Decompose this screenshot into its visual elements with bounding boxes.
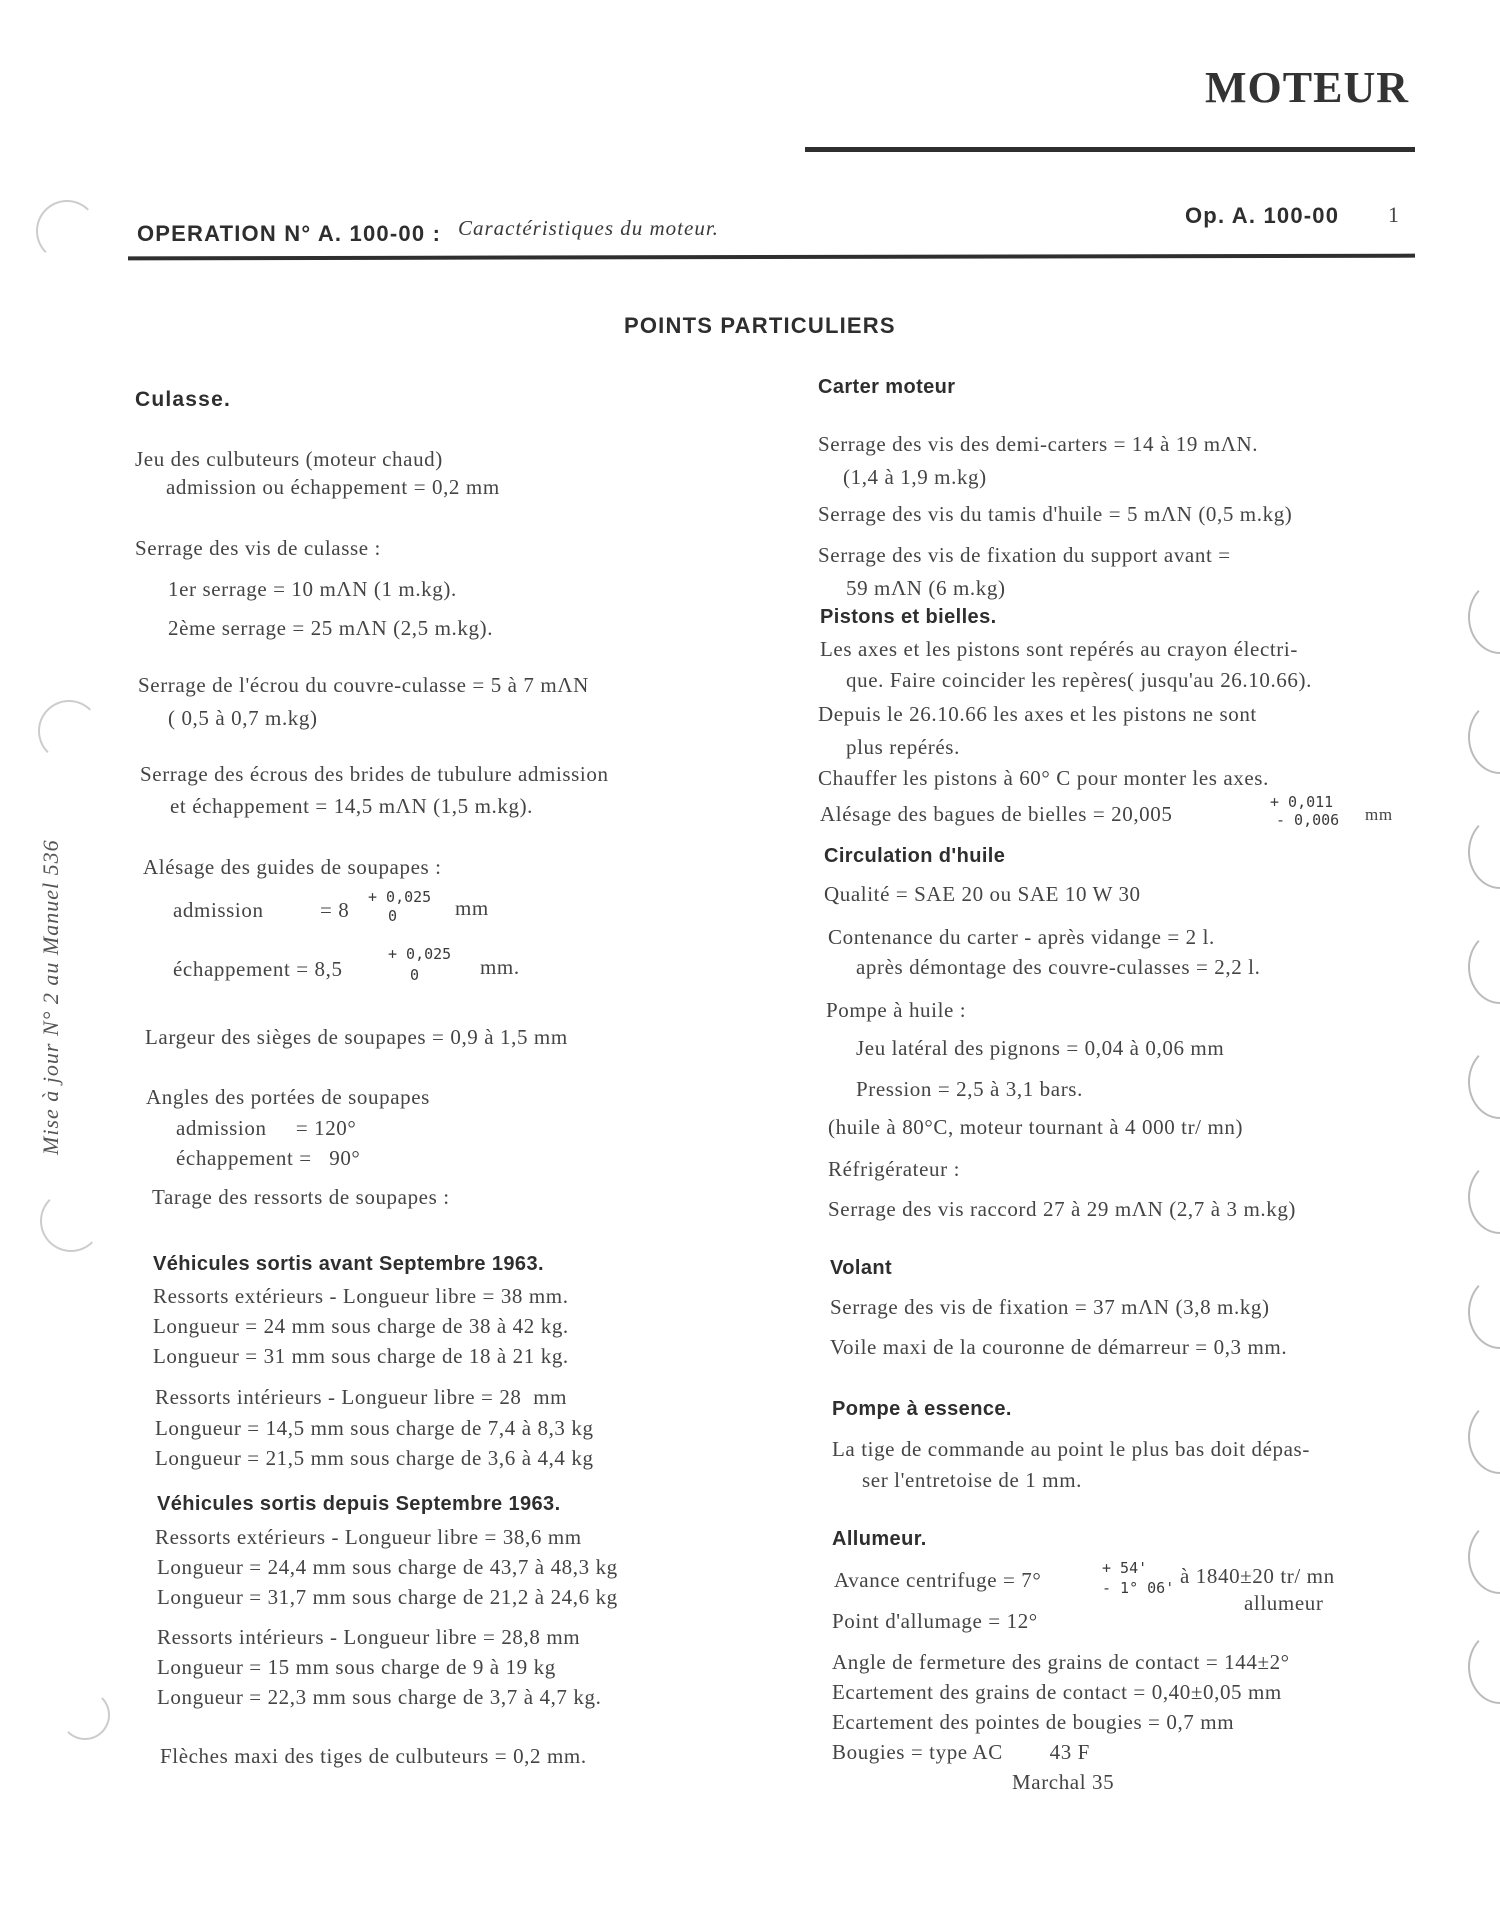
text-line: 1er serrage = 10 mΛN (1 m.kg).: [168, 577, 457, 601]
tolerance-minus: - 1° 06': [1102, 1579, 1175, 1597]
text-line: admission: [173, 898, 264, 922]
text-line: Serrage des vis du tamis d'huile = 5 mΛN (0,5 m.kg): [818, 502, 1293, 526]
text-line: Longueur = 31,7 mm sous charge de 21,2 à 24,6 kg: [157, 1585, 618, 1609]
text-line: Serrage des vis des demi-carters = 14 à 19 mΛN.: [818, 432, 1259, 456]
text-line: à 1840±20 tr/ mn: [1180, 1564, 1335, 1588]
text-line: Contenance du carter - après vidange = 2 l.: [828, 925, 1215, 949]
text-line: allumeur: [1244, 1591, 1324, 1615]
binder-ring-mark: [1468, 1630, 1500, 1704]
text-line: ser l'entretoise de 1 mm.: [862, 1468, 1082, 1492]
text-line: Chauffer les pistons à 60° C pour monter les axes.: [818, 766, 1269, 790]
text-line: Serrage des vis de culasse :: [135, 536, 381, 560]
text-line: Ecartement des pointes de bougies = 0,7 mm: [832, 1710, 1235, 1734]
heading-culasse: Culasse.: [135, 388, 231, 411]
text-line: Serrage des vis de fixation du support avant =: [818, 543, 1231, 567]
text-line: et échappement = 14,5 mΛN (1,5 m.kg).: [170, 794, 534, 818]
heading-avant-1963: Véhicules sortis avant Septembre 1963.: [153, 1253, 544, 1275]
text-line: Alésage des bagues de bielles = 20,005: [820, 802, 1173, 826]
heading-volant: Volant: [830, 1257, 893, 1279]
binder-ring-mark: [1468, 815, 1500, 889]
text-line: échappement = 8,5: [173, 957, 343, 981]
text-line: La tige de commande au point le plus bas doit dépas-: [832, 1437, 1310, 1461]
operation-subtitle: Caractéristiques du moteur.: [458, 216, 719, 240]
text-line: Largeur des sièges de soupapes = 0,9 à 1,5 mm: [145, 1025, 568, 1049]
text-line: admission = 120°: [176, 1116, 357, 1140]
punch-hole-mark: [60, 1690, 110, 1740]
tolerance-plus: + 0,025: [388, 945, 452, 963]
text-line: Point d'allumage = 12°: [832, 1609, 1038, 1633]
text-line: admission ou échappement = 0,2 mm: [166, 475, 500, 499]
heading-pistons-bielles: Pistons et bielles.: [820, 606, 997, 628]
text-line: Longueur = 22,3 mm sous charge de 3,7 à 4,7 kg.: [157, 1685, 602, 1709]
text-line: Angles des portées de soupapes: [146, 1085, 430, 1109]
text-line: Ecartement des grains de contact = 0,40±0,05 mm: [832, 1680, 1282, 1704]
header-rule: [128, 254, 1415, 261]
binder-ring-mark: [1468, 1160, 1500, 1234]
text-line: Longueur = 24,4 mm sous charge de 43,7 à 48,3 kg: [157, 1555, 618, 1579]
text-line: 59 mΛN (6 m.kg): [846, 576, 1006, 600]
text-line: échappement = 90°: [176, 1146, 361, 1170]
binder-ring-mark: [1468, 580, 1500, 654]
text-line: que. Faire coincider les repères( jusqu'au 26.10.66).: [846, 668, 1312, 692]
text-line: Jeu latéral des pignons = 0,04 à 0,06 mm: [856, 1036, 1225, 1060]
text-line: Avance centrifuge = 7°: [834, 1568, 1042, 1592]
unit: mm.: [480, 955, 520, 979]
punch-hole-mark: [38, 700, 100, 762]
section-title: POINTS PARTICULIERS: [624, 313, 896, 338]
text-line: Angle de fermeture des grains de contact = 144±2°: [832, 1650, 1290, 1674]
text-line: 2ème serrage = 25 mΛN (2,5 m.kg).: [168, 616, 494, 640]
text-line: ( 0,5 à 0,7 m.kg): [168, 706, 318, 730]
text-line: Tarage des ressorts de soupapes :: [152, 1185, 450, 1209]
binder-ring-mark: [1468, 930, 1500, 1004]
text-line: Ressorts intérieurs - Longueur libre = 28,8 mm: [157, 1625, 581, 1649]
text-line: Réfrigérateur :: [828, 1157, 961, 1181]
heading-circulation-huile: Circulation d'huile: [824, 845, 1006, 867]
text-line: après démontage des couvre-culasses = 2,2 l.: [856, 955, 1261, 979]
text-line: Serrage des vis de fixation = 37 mΛN (3,8 m.kg): [830, 1295, 1270, 1319]
operation-label: OPERATION N° A. 100-00 :: [137, 221, 442, 246]
unit: mm: [455, 896, 489, 920]
text-line: Longueur = 14,5 mm sous charge de 7,4 à 8,3 kg: [155, 1416, 594, 1440]
page-number: 1: [1388, 202, 1400, 227]
binder-ring-mark: [1468, 1400, 1500, 1474]
text-line: Pression = 2,5 à 3,1 bars.: [856, 1077, 1083, 1101]
text-line: plus repérés.: [846, 735, 960, 759]
unit: mm: [1365, 805, 1393, 824]
text-line: Serrage des écrous des brides de tubulure admission: [140, 762, 609, 786]
text-line: = 8: [320, 898, 350, 922]
heading-pompe-essence: Pompe à essence.: [832, 1398, 1012, 1420]
text-line: Ressorts extérieurs - Longueur libre = 38,6 mm: [155, 1525, 582, 1549]
title-rule: [805, 147, 1415, 152]
margin-update-note: Mise à jour N° 2 au Manuel 536: [38, 839, 63, 1155]
text-line: Alésage des guides de soupapes :: [143, 855, 442, 879]
text-line: Depuis le 26.10.66 les axes et les pistons ne sont: [818, 702, 1257, 726]
text-line: Qualité = SAE 20 ou SAE 10 W 30: [824, 882, 1141, 906]
tolerance-minus: 0: [388, 907, 398, 925]
operation-reference: Op. A. 100-00: [1185, 203, 1340, 228]
punch-hole-mark: [36, 200, 98, 262]
binder-ring-mark: [1468, 1045, 1500, 1119]
tolerance-plus: + 0,025: [368, 888, 432, 906]
text-line: Les axes et les pistons sont repérés au crayon électri-: [820, 637, 1298, 661]
text-line: Longueur = 31 mm sous charge de 18 à 21 kg.: [153, 1344, 569, 1368]
text-line: Bougies = type AC 43 F: [832, 1740, 1090, 1764]
text-line: (huile à 80°C, moteur tournant à 4 000 tr/ mn): [828, 1115, 1244, 1139]
punch-hole-mark: [40, 1190, 102, 1252]
tolerance-plus: + 54': [1102, 1559, 1148, 1577]
text-line: Ressorts extérieurs - Longueur libre = 38 mm.: [153, 1284, 569, 1308]
text-line: Serrage des vis raccord 27 à 29 mΛN (2,7 à 3 m.kg): [828, 1197, 1297, 1221]
heading-allumeur: Allumeur.: [832, 1528, 927, 1550]
tolerance-minus: 0: [410, 966, 420, 984]
text-line: Pompe à huile :: [826, 998, 967, 1022]
text-line: Longueur = 15 mm sous charge de 9 à 19 kg: [157, 1655, 556, 1679]
heading-carter-moteur: Carter moteur: [818, 376, 956, 398]
tolerance-plus: + 0,011: [1270, 793, 1334, 811]
text-line: Jeu des culbuteurs (moteur chaud): [135, 447, 443, 471]
binder-ring-mark: [1468, 1275, 1500, 1349]
text-line: Flèches maxi des tiges de culbuteurs = 0,2 mm.: [160, 1744, 587, 1768]
text-line: Longueur = 24 mm sous charge de 38 à 42 kg.: [153, 1314, 569, 1338]
tolerance-minus: - 0,006: [1276, 811, 1340, 829]
text-line: (1,4 à 1,9 m.kg): [843, 465, 987, 489]
binder-ring-mark: [1468, 700, 1500, 774]
heading-depuis-1963: Véhicules sortis depuis Septembre 1963.: [157, 1493, 561, 1515]
text-line: Ressorts intérieurs - Longueur libre = 28 mm: [155, 1385, 568, 1409]
text-line: Longueur = 21,5 mm sous charge de 3,6 à 4,4 kg: [155, 1446, 594, 1470]
text-line: Voile maxi de la couronne de démarreur = 0,3 mm.: [830, 1335, 1288, 1359]
page-title: MOTEUR: [1205, 63, 1409, 112]
text-line: Marchal 35: [1012, 1770, 1115, 1794]
text-line: Serrage de l'écrou du couvre-culasse = 5 à 7 mΛN: [138, 673, 589, 697]
binder-ring-mark: [1468, 1520, 1500, 1594]
